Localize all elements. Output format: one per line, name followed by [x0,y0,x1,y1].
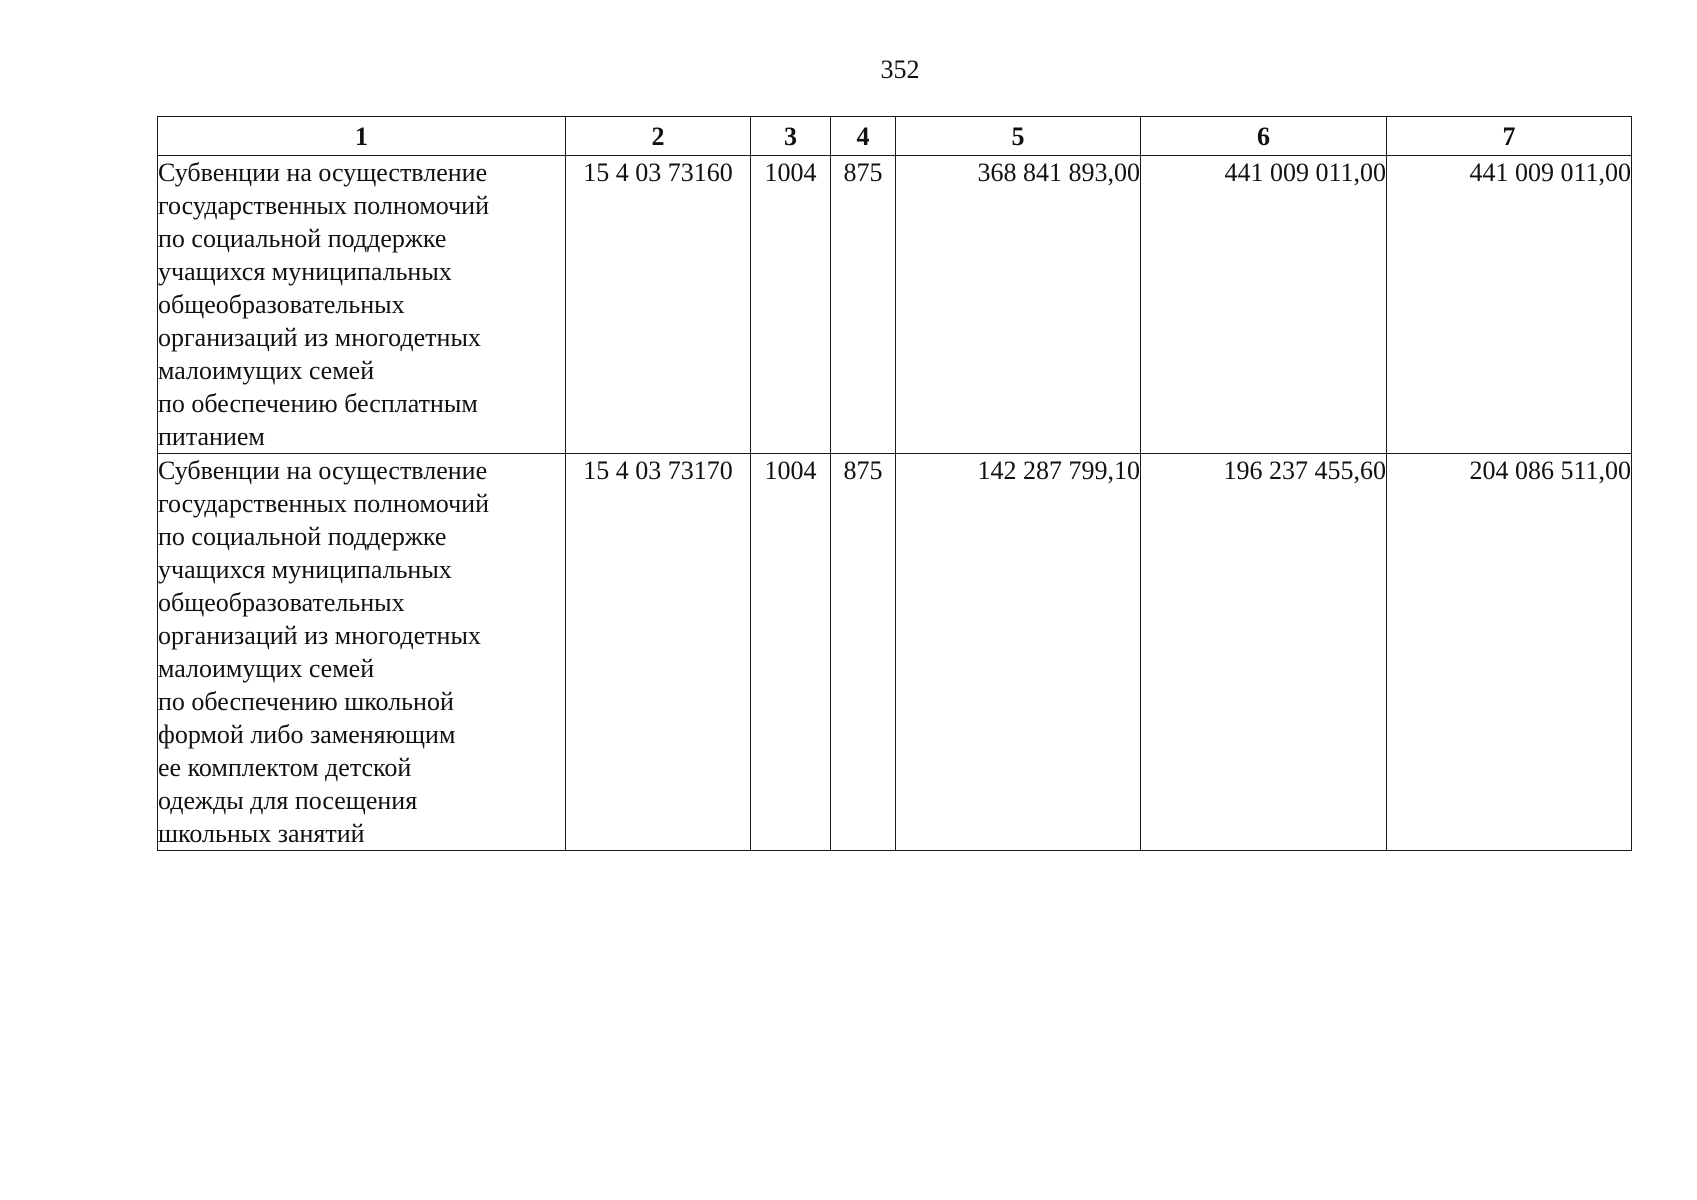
page-number: 352 [880,55,920,84]
row-section: 1004 [751,454,831,851]
row-kind: 875 [831,156,896,454]
row-name: Субвенции на осуществление государственных полномочий по социальной поддержке учащихся муниципальных общеобразовательных организаций из многодетных малоимущих семей по обеспечению школьной формой либо заменяющим ее комплектом детской одежды для посещения школьных занятий [158,454,566,851]
row-section: 1004 [751,156,831,454]
header-col-7: 7 [1387,117,1632,156]
row-amount-6: 441 009 011,00 [1141,156,1387,454]
table-row [158,454,1632,851]
header-col-1: 1 [158,117,566,156]
row-amount-7: 204 086 511,00 [1387,454,1632,851]
budget-table [157,116,1632,851]
row-code: 15 4 03 73170 [566,454,751,851]
table-row [158,156,1632,454]
row-amount-7: 441 009 011,00 [1387,156,1632,454]
header-col-6: 6 [1141,117,1387,156]
row-kind: 875 [831,454,896,851]
header-row [158,117,1632,156]
row-name: Субвенции на осуществление государственных полномочий по социальной поддержке учащихся муниципальных общеобразовательных организаций из многодетных малоимущих семей по обеспечению бесплатным питанием [158,156,566,454]
header-col-5: 5 [896,117,1141,156]
header-col-2: 2 [566,117,751,156]
row-amount-6: 196 237 455,60 [1141,454,1387,851]
row-amount-5: 368 841 893,00 [896,156,1141,454]
header-col-4: 4 [831,117,896,156]
row-amount-5: 142 287 799,10 [896,454,1141,851]
row-code: 15 4 03 73160 [566,156,751,454]
header-col-3: 3 [751,117,831,156]
